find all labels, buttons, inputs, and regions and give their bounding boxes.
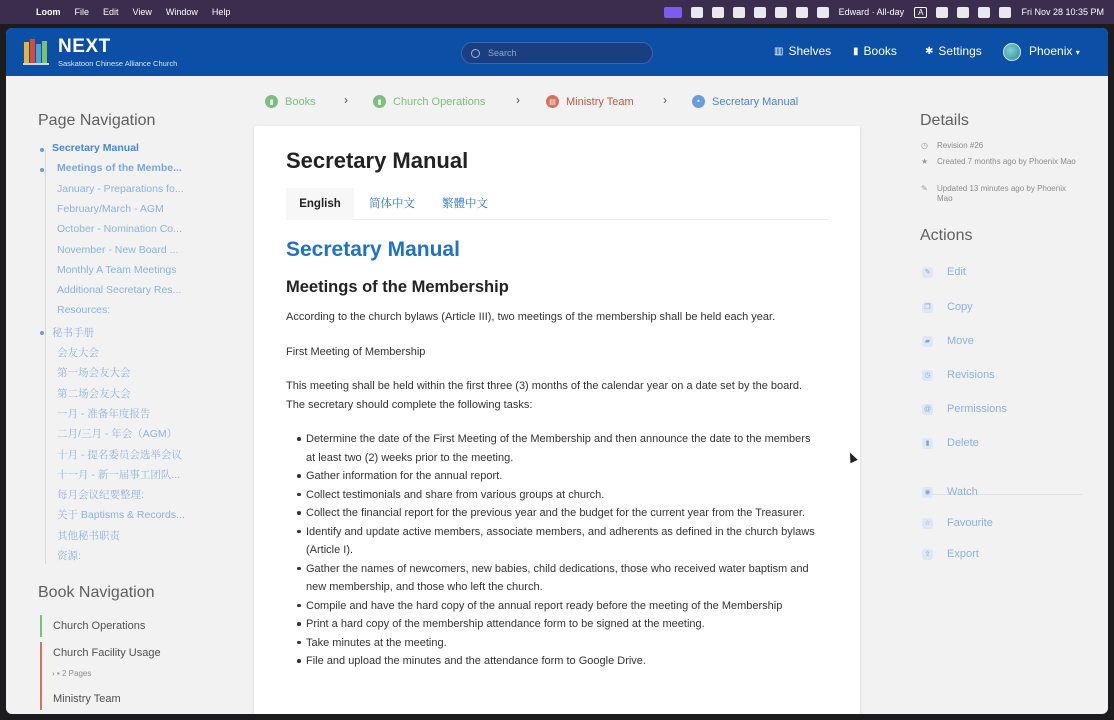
task-list-item: Compile and have the hard copy of the annual report ready before the meeting of the Membership: [306, 597, 816, 616]
screen-mirror-icon[interactable]: [733, 7, 745, 18]
star-icon: ☆: [922, 518, 933, 529]
breadcrumb-secretary-manual[interactable]: [692, 95, 798, 108]
notion-icon[interactable]: [796, 7, 808, 18]
breadcrumb-label: Ministry Team: [566, 95, 634, 108]
nav-books[interactable]: [853, 44, 897, 58]
page-nav-item[interactable]: October - Nomination Co...: [57, 223, 182, 236]
lock-icon: @: [923, 405, 932, 413]
breadcrumb-church-operations[interactable]: [373, 95, 485, 108]
page-nav-item[interactable]: Secretary Manual: [52, 142, 139, 154]
page-nav-item[interactable]: 第一场会友大会: [57, 367, 131, 380]
page-nav-item[interactable]: November - New Board ...: [57, 243, 179, 256]
page-nav-item[interactable]: Additional Secretary Res...: [57, 284, 182, 297]
page-nav-item[interactable]: 会友大会: [57, 347, 99, 359]
chevron-right-icon: ›: [663, 93, 667, 107]
chevron-down-icon: ▾: [1075, 48, 1080, 57]
task-list-item: Determine the date of the First Meeting of the Membership and then announce the date to the members at least two (2) weeks prior to the meeting.: [306, 430, 816, 467]
content-heading: Secretary Manual: [286, 238, 460, 261]
breadcrumb-ministry-team[interactable]: [546, 95, 634, 108]
trash-icon: ▮: [922, 438, 933, 449]
created-info: [921, 157, 1081, 167]
clipboard-icon[interactable]: [754, 7, 766, 18]
task-list-item: Identify and update active members, associate members, and adherents as defined in the church bylaws (Article I).: [306, 523, 816, 560]
calendar-icon[interactable]: [817, 7, 829, 18]
nav-settings-label: Settings: [938, 44, 982, 58]
book-nav-church-facility-usage[interactable]: [40, 642, 161, 688]
page-nav-tree-line: [45, 150, 46, 564]
search-input[interactable]: [488, 48, 638, 58]
history-icon: ◷: [921, 141, 928, 150]
task-list-item: Gather information for the annual report.: [306, 467, 816, 486]
action-label: Permissions: [947, 403, 1007, 415]
action-permissions[interactable]: [922, 403, 1007, 415]
task-list: [306, 430, 816, 671]
export-icon: ⇪: [922, 549, 933, 560]
copy-icon: ❐: [922, 302, 933, 313]
pencil-icon: ✎: [922, 267, 933, 278]
updated-label: Updated 13 minutes ago by Phoenix Mao: [937, 184, 1066, 203]
page-nav-item[interactable]: 第二场会友大会: [57, 387, 131, 400]
action-label: Delete: [947, 437, 979, 449]
user-menu[interactable]: [1029, 44, 1080, 58]
page-icon: ▪: [56, 669, 60, 678]
created-label: Created 7 months ago by Phoenix Mao: [937, 157, 1076, 166]
nav-books-label: Books: [863, 44, 897, 58]
page-title: Secretary Manual: [286, 148, 469, 173]
nav-bullet-icon: [40, 331, 44, 335]
book-nav-ministry-team[interactable]: Ministry Team: [40, 688, 121, 710]
breadcrumb-label: Books: [285, 95, 316, 108]
star-icon: ★: [921, 157, 929, 166]
menu-help[interactable]: Help: [211, 7, 231, 17]
menu-view[interactable]: View: [132, 7, 152, 17]
actions-title: Actions: [920, 227, 973, 244]
brand-subtitle: Saskatoon Chinese Alliance Church: [58, 59, 178, 68]
gear-icon: ✱: [925, 45, 934, 57]
breadcrumb-books[interactable]: [265, 95, 316, 108]
browser-window: [6, 28, 1108, 714]
brand-name[interactable]: NEXT: [58, 36, 111, 57]
nav-shelves[interactable]: [774, 44, 831, 58]
page-count-label: 2 Pages: [61, 669, 92, 678]
action-label: Move: [947, 335, 974, 347]
book-navigation-title: Book Navigation: [38, 584, 155, 601]
page-nav-item[interactable]: February/March - AGM: [57, 202, 164, 215]
book-icon: ▮: [265, 95, 278, 108]
action-label: Edit: [947, 266, 966, 278]
app-header: [6, 28, 1108, 76]
action-label: Watch: [947, 486, 978, 498]
page-nav-item[interactable]: Meetings of the Membe...: [57, 162, 182, 175]
chevron-right-icon: ›: [516, 93, 520, 107]
page-nav-item[interactable]: 十一月 - 新一届事工团队...: [57, 468, 181, 481]
menu-app-name[interactable]: Loom: [36, 7, 61, 17]
chevron-right-icon: ›: [52, 669, 55, 678]
input-source-indicator[interactable]: A: [914, 7, 927, 18]
search-box[interactable]: [461, 42, 653, 64]
chevron-right-icon: ›: [344, 93, 348, 107]
dropbox-icon[interactable]: [691, 7, 703, 18]
book-icon: ▮: [373, 95, 386, 108]
action-label: Export: [947, 548, 979, 560]
cloud-icon[interactable]: [712, 7, 724, 18]
page-navigation-title: Page Navigation: [38, 112, 156, 129]
paragraph-meeting-description: This meeting shall be held within the first three (3) months of the calendar year on a date set by the board. The secretary should complete the following tasks:: [286, 380, 803, 411]
nav-bullet-icon: [40, 148, 44, 152]
action-edit[interactable]: [922, 266, 966, 278]
paragraph-bylaws: According to the church bylaws (Article III), two meetings of the membership shall be held each year.: [286, 311, 776, 323]
task-list-item: File and upload the minutes and the attendance form to Google Drive.: [306, 652, 816, 671]
action-favourite[interactable]: [922, 517, 993, 529]
task-list-item: Gather the names of newcomers, new babies, child dedications, those who received water baptism and new membership, and those who left the church.: [306, 560, 816, 597]
page-nav-item[interactable]: 一月 - 准备年度报告: [57, 407, 151, 420]
page-nav-item[interactable]: 关于 Baptisms & Records...: [57, 509, 185, 522]
history-icon: ◷: [922, 370, 933, 381]
tab-english[interactable]: English: [286, 188, 354, 220]
details-title: Details: [920, 112, 969, 129]
shelves-icon: ▥: [774, 45, 784, 57]
nav-shelves-label: Shelves: [788, 44, 832, 58]
page-nav-item[interactable]: 每月会议纪要整理:: [57, 489, 144, 502]
nav-settings[interactable]: [925, 44, 982, 58]
system-menubar: [0, 0, 1114, 24]
user-name: Phoenix: [1029, 44, 1073, 58]
search-icon: [471, 49, 480, 58]
book-nav-church-operations[interactable]: Church Operations: [40, 615, 145, 637]
section-heading: Meetings of the Membership: [286, 278, 509, 296]
book-nav-item-label: Church Facility Usage: [53, 647, 161, 659]
action-label: Revisions: [947, 369, 995, 381]
control-center-icon[interactable]: [999, 7, 1011, 18]
page-nav-item[interactable]: 秘书手册: [52, 326, 94, 339]
grid-app-icon[interactable]: [775, 7, 787, 18]
task-list-item: Collect the financial report for the previous year and the budget for the current year from the Treasurer.: [306, 504, 816, 523]
page-nav-item[interactable]: January - Preparations fo...: [57, 182, 184, 195]
book-icon: ▮: [853, 45, 859, 57]
revision-label: Revision #26: [937, 141, 984, 150]
chapter-icon: ▤: [546, 95, 559, 108]
action-copy[interactable]: [922, 301, 973, 313]
menu-window[interactable]: Window: [165, 7, 198, 17]
action-delete[interactable]: [922, 437, 979, 449]
action-label: Copy: [947, 301, 973, 313]
updated-info: [921, 184, 1081, 204]
pencil-icon: ✎: [921, 184, 928, 193]
books-logo-icon[interactable]: [22, 36, 50, 66]
menu-edit[interactable]: Edit: [103, 7, 119, 17]
language-tabs: [286, 188, 828, 220]
eye-icon: ◉: [922, 487, 933, 498]
task-list-item: Collect testimonials and share from various groups at church.: [306, 486, 816, 505]
loom-recording-icon[interactable]: [664, 7, 682, 18]
menubar-clock[interactable]: Fri Nov 28 10:35 PM: [1021, 7, 1104, 17]
page-nav-item[interactable]: Monthly A Team Meetings: [57, 263, 177, 276]
avatar[interactable]: [1003, 43, 1021, 61]
tab-simplified-chinese[interactable]: 简体中文: [369, 198, 415, 210]
breadcrumb-label: Secretary Manual: [712, 95, 799, 108]
calendar-status[interactable]: Edward · All-day: [838, 7, 905, 17]
tab-traditional-chinese[interactable]: 繁體中文: [442, 198, 488, 210]
action-move[interactable]: [922, 335, 974, 347]
task-list-item: Take minutes at the meeting.: [306, 634, 816, 653]
menu-file[interactable]: File: [74, 7, 90, 17]
nav-bullet-icon: [40, 168, 44, 172]
page-nav-item[interactable]: 十月 - 提名委员会选举会议: [57, 448, 182, 461]
action-watch[interactable]: [922, 486, 978, 498]
action-export[interactable]: [922, 548, 979, 560]
wifi-icon[interactable]: [957, 7, 969, 18]
action-revisions[interactable]: [922, 369, 995, 381]
breadcrumb-label: Church Operations: [393, 95, 486, 108]
page-nav-item[interactable]: 二月/三月 - 年会（AGM）: [57, 428, 178, 441]
page-count[interactable]: [52, 669, 91, 678]
paragraph-first-meeting: First Meeting of Membership: [286, 346, 426, 358]
page-icon: ▪: [692, 95, 705, 108]
page-nav-item[interactable]: Resources:: [57, 304, 111, 317]
revision-info: [921, 141, 1081, 151]
action-label: Favourite: [947, 517, 993, 529]
battery-icon[interactable]: [936, 7, 948, 18]
page-nav-item[interactable]: 其他秘书职责: [57, 529, 120, 542]
spotlight-icon[interactable]: [978, 7, 990, 18]
page-nav-item[interactable]: 资源:: [57, 550, 81, 562]
folder-icon: ▰: [922, 336, 933, 347]
page-content-card: [254, 126, 860, 714]
task-list-item: Print a hard copy of the membership attendance form to be signed at the meeting.: [306, 615, 816, 634]
